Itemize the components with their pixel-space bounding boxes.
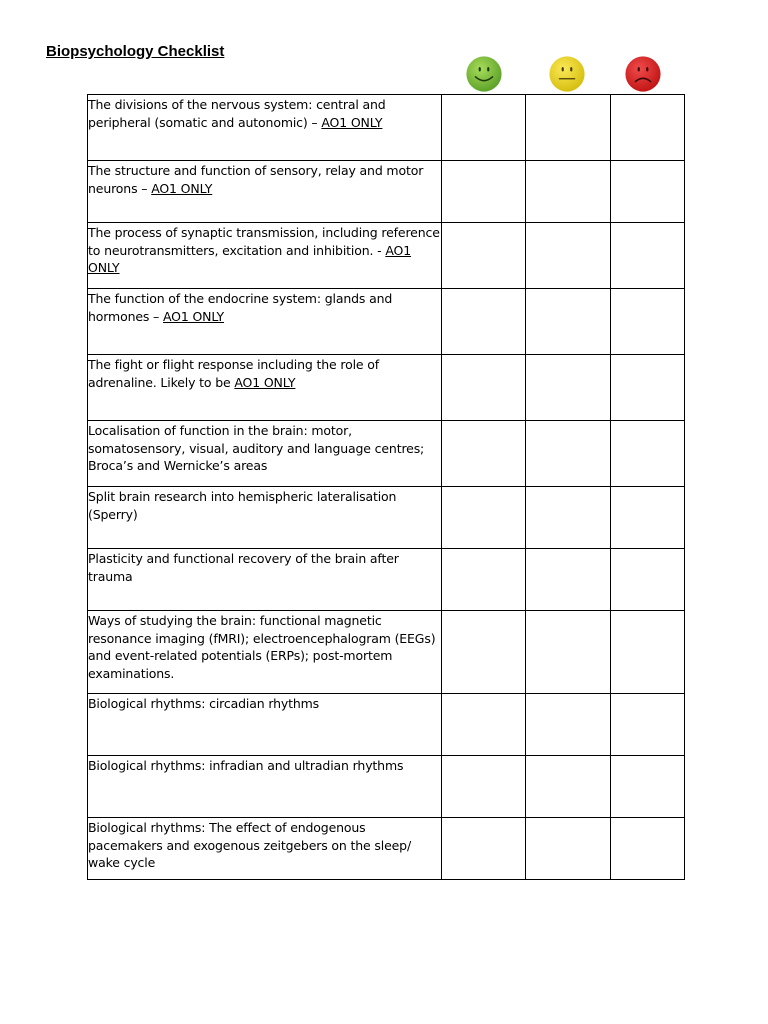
topic-cell (88, 694, 442, 756)
ao1-only-tag: AO1 ONLY (163, 308, 225, 324)
checklist-row (88, 611, 685, 694)
page-title: Biopsychology Checklist (46, 43, 225, 60)
happy-rating-cell[interactable] (442, 289, 526, 355)
ao1-only-tag: AO1 ONLY (151, 180, 213, 196)
checklist-row (88, 289, 685, 355)
neutral-rating-cell[interactable] (526, 161, 611, 223)
topic-text: Split brain research into hemispheric lateralisation (Sperry) (88, 489, 397, 522)
neutral-face-icon (548, 55, 586, 93)
topic-cell (88, 161, 442, 223)
checklist-row (88, 355, 685, 421)
sad-rating-cell[interactable] (611, 95, 685, 161)
neutral-rating-cell[interactable] (526, 289, 611, 355)
sad-face-icon (624, 55, 662, 93)
topic-text: Plasticity and functional recovery of the brain after trauma (88, 551, 399, 584)
sad-rating-cell[interactable] (611, 421, 685, 487)
topic-text: The fight or flight response including the role of adrenaline. Likely to be (88, 357, 379, 390)
topic-cell (88, 421, 442, 487)
topic-text: The structure and function of sensory, relay and motor neurons – (88, 163, 424, 196)
topic-cell (88, 756, 442, 818)
checklist-row (88, 161, 685, 223)
topic-cell (88, 818, 442, 880)
neutral-rating-cell[interactable] (526, 549, 611, 611)
neutral-rating-cell[interactable] (526, 223, 611, 289)
happy-rating-cell[interactable] (442, 355, 526, 421)
happy-rating-cell[interactable] (442, 421, 526, 487)
ao1-only-tag: AO1 ONLY (88, 242, 412, 276)
happy-rating-cell[interactable] (442, 756, 526, 818)
happy-rating-cell[interactable] (442, 818, 526, 880)
checklist-row (88, 549, 685, 611)
topic-text: The process of synaptic transmission, including reference to neurotransmitters, excitation and inhibition. - (88, 225, 440, 258)
checklist-row (88, 694, 685, 756)
happy-rating-cell[interactable] (442, 161, 526, 223)
topic-text: Localisation of function in the brain: motor, somatosensory, visual, auditory and language centres; Broca’s and Wernicke’s areas (88, 423, 425, 474)
happy-rating-cell[interactable] (442, 611, 526, 694)
topic-cell (88, 289, 442, 355)
sad-rating-cell[interactable] (611, 355, 685, 421)
checklist-row (88, 421, 685, 487)
neutral-rating-cell[interactable] (526, 818, 611, 880)
topic-text: The function of the endocrine system: glands and hormones – (88, 291, 393, 324)
topic-cell (88, 611, 442, 694)
topic-cell (88, 95, 442, 161)
ao1-only-tag: AO1 ONLY (234, 374, 296, 390)
neutral-rating-cell[interactable] (526, 694, 611, 756)
happy-rating-cell[interactable] (442, 95, 526, 161)
happy-rating-cell[interactable] (442, 694, 526, 756)
topic-text: Ways of studying the brain: functional magnetic resonance imaging (fMRI); electroencephalogram (EEGs) and event-related potentials (ERPs); post-mortem examinations. (88, 613, 436, 681)
neutral-rating-cell[interactable] (526, 95, 611, 161)
sad-rating-cell[interactable] (611, 694, 685, 756)
topic-cell (88, 223, 442, 289)
topic-text: Biological rhythms: infradian and ultradian rhythms (88, 758, 404, 773)
neutral-rating-cell[interactable] (526, 611, 611, 694)
sad-rating-cell[interactable] (611, 549, 685, 611)
sad-rating-cell[interactable] (611, 487, 685, 549)
neutral-rating-cell[interactable] (526, 421, 611, 487)
sad-rating-cell[interactable] (611, 289, 685, 355)
neutral-rating-cell[interactable] (526, 487, 611, 549)
neutral-rating-cell[interactable] (526, 355, 611, 421)
checklist-row (88, 487, 685, 549)
happy-face-icon (465, 55, 503, 93)
neutral-rating-cell[interactable] (526, 756, 611, 818)
happy-rating-cell[interactable] (442, 549, 526, 611)
topic-cell (88, 355, 442, 421)
checklist-row (88, 95, 685, 161)
checklist-table (87, 94, 685, 880)
happy-rating-cell[interactable] (442, 487, 526, 549)
sad-rating-cell[interactable] (611, 161, 685, 223)
topic-text: Biological rhythms: The effect of endogenous pacemakers and exogenous zeitgebers on the sleep/ wake cycle (88, 820, 412, 871)
topic-text: Biological rhythms: circadian rhythms (88, 696, 320, 711)
topic-cell (88, 549, 442, 611)
checklist-row (88, 818, 685, 880)
topic-cell (88, 487, 442, 549)
sad-rating-cell[interactable] (611, 756, 685, 818)
happy-rating-cell[interactable] (442, 223, 526, 289)
sad-rating-cell[interactable] (611, 611, 685, 694)
sad-rating-cell[interactable] (611, 223, 685, 289)
ao1-only-tag: AO1 ONLY (321, 114, 383, 130)
topic-text: The divisions of the nervous system: central and peripheral (somatic and autonomic) – (88, 97, 386, 130)
checklist-row (88, 756, 685, 818)
checklist-row (88, 223, 685, 289)
sad-rating-cell[interactable] (611, 818, 685, 880)
